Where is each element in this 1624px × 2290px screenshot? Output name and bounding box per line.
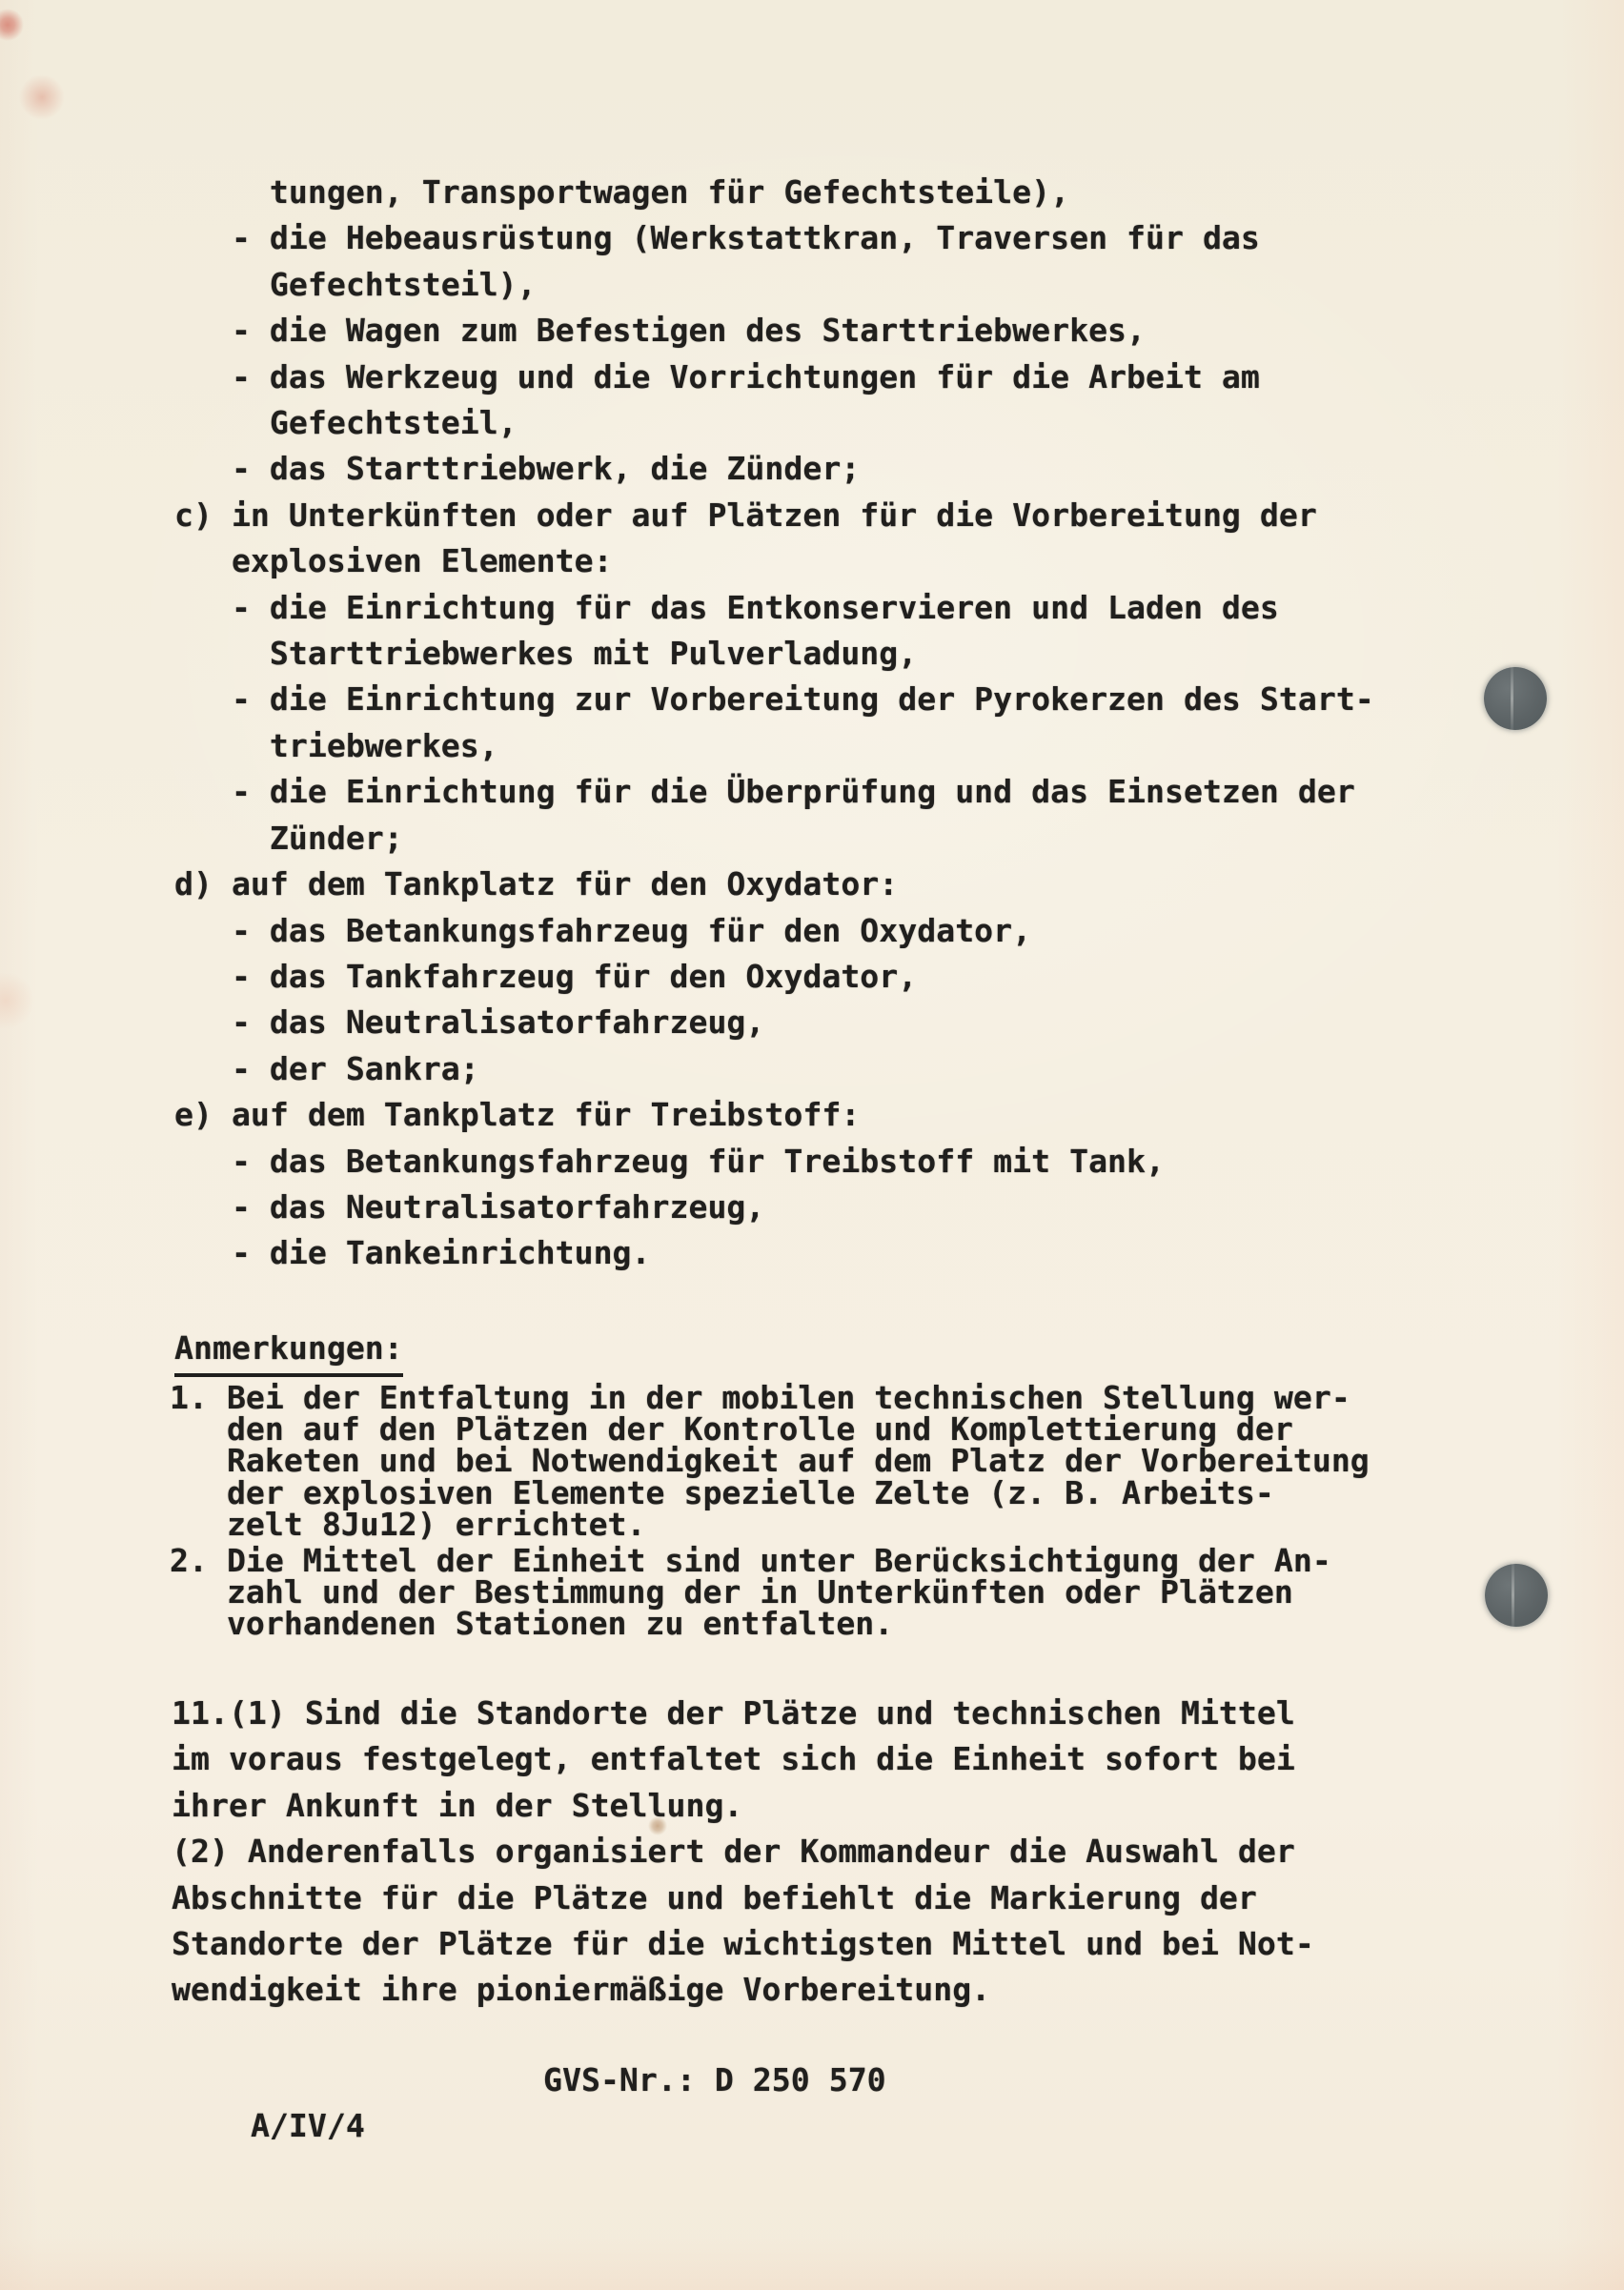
text-line: Starttriebwerkes mit Pulverladung, bbox=[174, 635, 918, 673]
text-line: - das Betankungsfahrzeug für den Oxydator, bbox=[174, 911, 1032, 949]
text-line: explosiven Elemente: bbox=[174, 542, 613, 580]
text-line: - die Einrichtung zur Vorbereitung der Pyrokerzen des Start- bbox=[174, 680, 1374, 719]
text-line: - die Hebeausrüstung (Werkstattkran, Traversen für das bbox=[174, 219, 1260, 257]
text-line: im voraus festgelegt, entfaltet sich die Einheit sofort bei bbox=[172, 1740, 1295, 1778]
footer-document-code: A/IV/4 bbox=[250, 2107, 365, 2144]
footer-gvs-number: GVS-Nr.: D 250 570 bbox=[543, 2061, 886, 2098]
text-line: 1. Bei der Entfaltung in der mobilen technischen Stellung wer- bbox=[170, 1379, 1350, 1416]
note-2-paragraph bbox=[170, 1542, 1331, 1643]
note-1-paragraph bbox=[170, 1379, 1370, 1543]
text-line: e) auf dem Tankplatz für Treibstoff: bbox=[174, 1096, 861, 1134]
text-line: - die Wagen zum Befestigen des Starttriebwerkes, bbox=[174, 312, 1147, 350]
text-line: d) auf dem Tankplatz für den Oxydator: bbox=[174, 865, 899, 903]
text-line: Raketen und bei Notwendigkeit auf dem Platz der Vorbereitung bbox=[170, 1442, 1370, 1480]
text-line: triebwerkes, bbox=[174, 726, 498, 764]
text-line: wendigkeit ihre pioniermäßige Vorbereitung. bbox=[172, 1971, 991, 2009]
text-line: - die Einrichtung für das Entkonservieren und Laden des bbox=[174, 588, 1279, 626]
text-line: ihrer Ankunft in der Stellung. bbox=[172, 1786, 743, 1824]
text-line: zelt 8Ju12) errichtet. bbox=[170, 1505, 646, 1543]
text-line: - das Werkzeug und die Vorrichtungen für die Arbeit am bbox=[174, 357, 1260, 395]
text-line: - das Betankungsfahrzeug für Treibstoff mit Tank, bbox=[174, 1142, 1165, 1180]
text-line: Abschnitte für die Plätze und befiehlt die Markierung der bbox=[172, 1878, 1257, 1916]
punch-hole-top bbox=[1484, 667, 1547, 730]
text-line: 2. Die Mittel der Einheit sind unter Berücksichtigung der An- bbox=[170, 1542, 1331, 1579]
text-line: - das Tankfahrzeug für den Oxydator, bbox=[174, 957, 918, 995]
text-line: - der Sankra; bbox=[174, 1049, 479, 1087]
text-line: c) in Unterkünften oder auf Plätzen für die Vorbereitung der bbox=[174, 496, 1317, 534]
section-11-paragraph bbox=[172, 1691, 1314, 2014]
text-line: Zünder; bbox=[174, 819, 403, 857]
notes-heading bbox=[174, 1326, 403, 1377]
text-line: der explosiven Elemente spezielle Zelte (z. B. Arbeits- bbox=[170, 1473, 1274, 1511]
text-line: vorhandenen Stationen zu entfalten. bbox=[170, 1605, 894, 1643]
text-line: - die Einrichtung für die Überprüfung und das Einsetzen der bbox=[174, 773, 1355, 811]
text-line: 11.(1) Sind die Standorte der Plätze und technischen Mittel bbox=[172, 1694, 1295, 1732]
text-line: Standorte der Plätze für die wichtigsten Mittel und bei Not- bbox=[172, 1925, 1314, 1963]
text-line: - das Neutralisatorfahrzeug, bbox=[174, 1187, 765, 1226]
text-line: (2) Anderenfalls organisiert der Kommandeur die Auswahl der bbox=[172, 1833, 1295, 1871]
body-text-block bbox=[174, 170, 1374, 1277]
text-line: - das Starttriebwerk, die Zünder; bbox=[174, 450, 861, 488]
text-line: - die Tankeinrichtung. bbox=[174, 1234, 651, 1272]
text-line: tungen, Transportwagen für Gefechtsteile), bbox=[174, 173, 1070, 211]
text-line: zahl und der Bestimmung der in Unterkünften oder Plätzen bbox=[170, 1573, 1293, 1611]
text-line: - das Neutralisatorfahrzeug, bbox=[174, 1003, 765, 1042]
text-line: Gefechtsteil), bbox=[174, 265, 537, 303]
punch-hole-bottom bbox=[1485, 1564, 1548, 1627]
page-footer bbox=[174, 2057, 1413, 2240]
text-line: Gefechtsteil, bbox=[174, 404, 518, 442]
notes-heading-text: Anmerkungen: bbox=[174, 1326, 403, 1377]
text-line: den auf den Plätzen der Kontrolle und Komplettierung der bbox=[170, 1410, 1293, 1449]
